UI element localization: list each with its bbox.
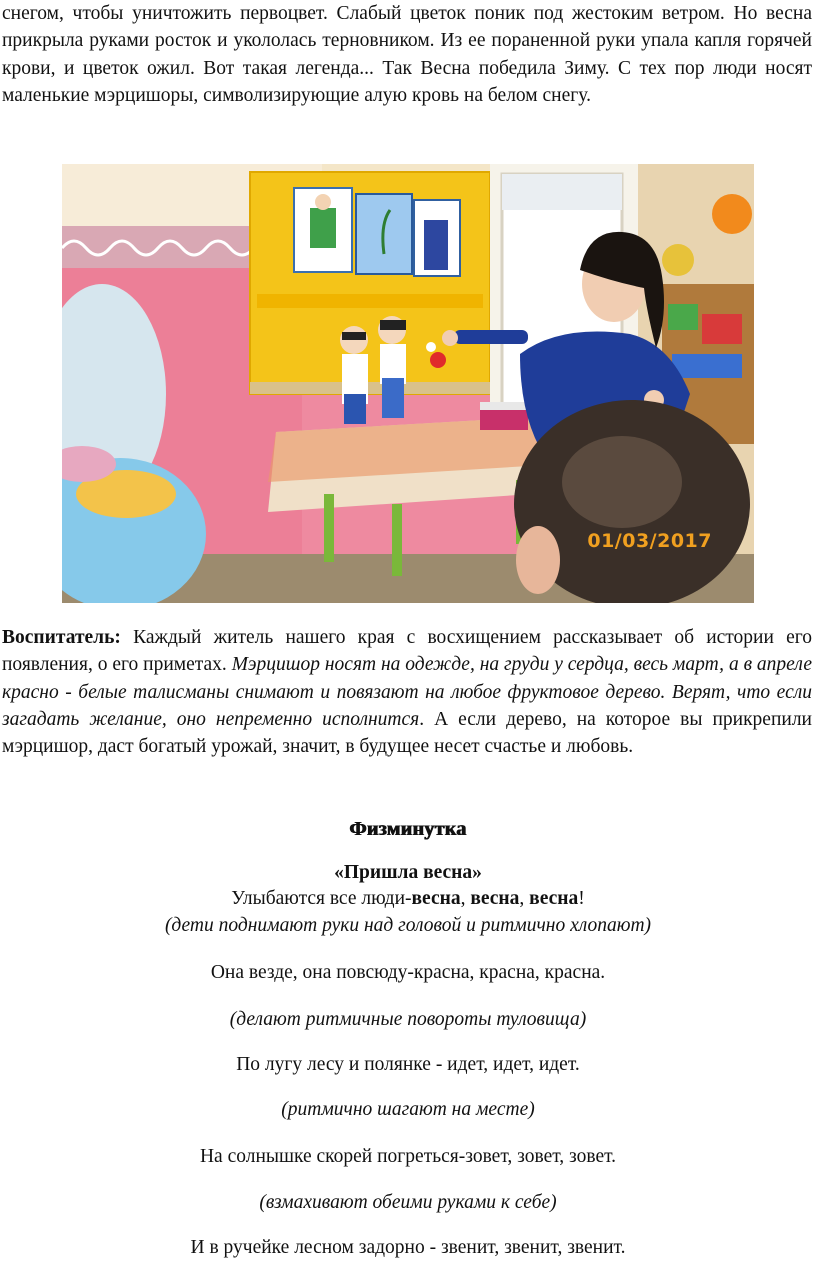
verse-instruction-3: (ритмично шагают на месте) — [281, 1099, 535, 1120]
fizminutka-heading: Физминутка — [349, 818, 467, 840]
photo-date-stamp: 01/03/2017 — [587, 530, 712, 552]
verse-line-2: Она везде, она повсюду-красна, красна, красна. — [210, 962, 606, 983]
verse-word-1: весна — [411, 888, 461, 909]
teacher-paragraph — [2, 624, 812, 760]
verse-instruction-2: (делают ритмичные повороты туловища) — [229, 1009, 587, 1030]
speaker-label: Воспитатель: — [2, 627, 121, 648]
classroom-photo — [62, 164, 754, 603]
verse-word-2: весна — [470, 888, 520, 909]
verse-instruction-1: (дети поднимают руки над головой и ритмично хлопают) — [164, 915, 652, 936]
teacher-text-1: Каждый житель нашего края с восхищением рассказывает об истории его появления, о его приметах. — [2, 627, 812, 676]
verse-line-1-prefix: Улыбаются все люди- — [231, 888, 412, 909]
verse-instruction-4: (взмахивают обеими руками к себе) — [259, 1192, 557, 1213]
verse-line-4: На солнышке скорей погреться-зовет, зовет, зовет. — [199, 1146, 617, 1167]
teacher-text-italic: Мэрцишор носят на одежде, на груди у сердца, весь март, а в апреле красно - белые талисманы снимают и повязают на любое фруктовое дерево. Верят, что если загадать желание, оно непременно исполнится — [2, 654, 812, 730]
verse-line-3: По лугу лесу и полянке - идет, идет, идет. — [236, 1054, 580, 1075]
verse-line-5: И в ручейке лесном задорно - звенит, звенит, звенит. — [190, 1237, 626, 1258]
legend-paragraph: снегом, чтобы уничтожить первоцвет. Слабый цветок поник под жестоким ветром. Но весна прикрыла руками росток и укололась терновником. Из ее пораненной руки упала капля горячей крови, и цветок ожил. Вот такая легенда... Так Весна победила Зиму. С тех пор люди носят маленькие мэрцишоры, символизирующие алую кровь на белом снегу. — [2, 3, 812, 106]
verse-line-1: Улыбаются все люди-весна, весна, весна! — [231, 888, 585, 909]
verse-line-1-end: ! — [578, 888, 585, 909]
verse-word-3: весна — [529, 888, 579, 909]
song-title: «Пришла весна» — [334, 862, 482, 883]
teacher-text-2: . А если дерево, на которое вы прикрепили мэрцишор, даст богатый урожай, значит, в будущее несет счастье и любовь. — [2, 708, 812, 758]
